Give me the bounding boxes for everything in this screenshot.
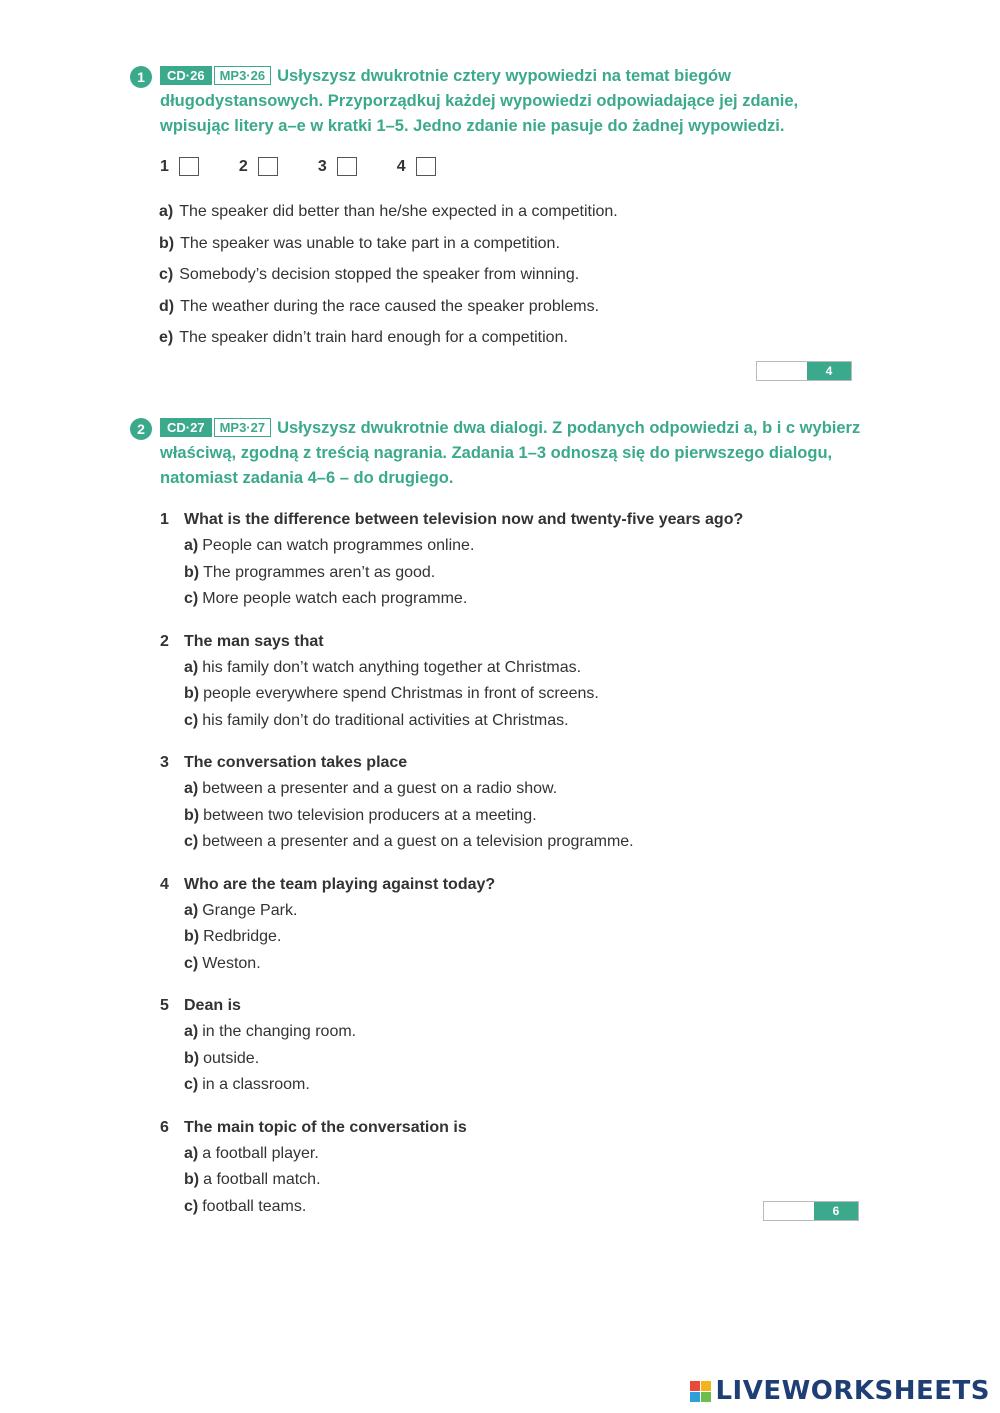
answer-box-number: 1 [160, 157, 169, 175]
option-text: The weather during the race caused the speaker problems. [180, 297, 600, 315]
option-text: People can watch programmes online. [202, 537, 475, 554]
max-points: 4 [807, 362, 851, 380]
score-input[interactable] [757, 362, 807, 380]
options-list [159, 196, 870, 354]
option-letter: b) [184, 928, 200, 945]
score-box [763, 1201, 859, 1221]
option-text: his family don’t watch anything together at Christmas. [202, 658, 582, 676]
mp3-track-tag: MP3·27 [214, 418, 272, 437]
question-text: The main topic of the conversation is [184, 1118, 467, 1136]
option-text: The speaker was unable to take part in a competition. [180, 234, 560, 252]
answer-box[interactable] [179, 157, 199, 176]
option-text: in the changing room. [202, 1023, 357, 1040]
answer-option[interactable] [160, 829, 870, 856]
option-text: people everywhere spend Christmas in front of screens. [203, 685, 599, 702]
answer-option[interactable] [160, 924, 870, 951]
option-text: The programmes aren’t as good. [203, 563, 436, 581]
exercise-2 [130, 416, 870, 1235]
option-text: More people watch each programme. [202, 590, 468, 607]
option-text: a football match. [203, 1171, 321, 1188]
option-letter: b) [184, 685, 200, 702]
option-text: Weston. [202, 954, 261, 972]
option-letter: b) [184, 563, 200, 581]
answer-box[interactable] [337, 157, 357, 176]
option-letter: b) [159, 234, 175, 252]
option-text: between two television producers at a meeting. [203, 806, 537, 824]
option-item [159, 322, 870, 354]
answer-box[interactable] [258, 157, 278, 176]
questions-list [160, 506, 870, 1220]
answer-option[interactable] [160, 1167, 870, 1194]
option-letter: c) [184, 711, 199, 729]
question-number: 6 [160, 1118, 169, 1136]
question-stem [160, 628, 870, 655]
answer-box-number: 4 [396, 157, 406, 175]
exercise-1 [130, 64, 870, 354]
exercise-1-header [130, 64, 870, 139]
liveworksheets-logo[interactable] [690, 1376, 990, 1406]
answer-option[interactable] [160, 1019, 870, 1046]
logo-square [701, 1392, 711, 1402]
question-stem [160, 1114, 870, 1141]
answer-option[interactable] [160, 708, 870, 735]
max-points: 6 [814, 1202, 858, 1220]
option-letter: c) [184, 954, 199, 972]
question-stem [160, 749, 870, 776]
question-number: 5 [160, 997, 169, 1014]
answer-box-item [160, 157, 199, 176]
cd-track-tag: CD·26 [160, 66, 212, 85]
option-letter: a) [184, 1144, 199, 1162]
answer-box-number: 3 [317, 157, 327, 175]
option-letter: b) [184, 1049, 200, 1067]
answer-option[interactable] [160, 1046, 870, 1073]
option-letter: c) [184, 833, 199, 850]
exercise-instruction [160, 416, 870, 491]
logo-icon [690, 1381, 711, 1402]
option-letter: c) [184, 1076, 199, 1093]
option-letter: b) [184, 806, 200, 824]
logo-square [690, 1392, 700, 1402]
question-item [160, 506, 870, 613]
answer-option[interactable] [160, 1141, 870, 1168]
answer-option[interactable] [160, 655, 870, 682]
score-box [756, 361, 852, 381]
option-item [159, 291, 870, 323]
question-text: Dean is [184, 997, 241, 1014]
answer-option[interactable] [160, 681, 870, 708]
question-number: 3 [160, 754, 169, 771]
instruction-text: Usłyszysz dwukrotnie cztery wypowiedzi na temat biegów długodystansowych. Przyporządkuj każdej wypowiedzi odpowiadające jej zdanie, wpisując litery a–e w kratki 1–5. Jedno zdanie nie pasuje do żadnej wypowiedzi. [160, 67, 799, 135]
option-text: between a presenter and a guest on a television programme. [202, 833, 634, 850]
option-letter: c) [184, 1197, 199, 1215]
option-item [159, 259, 870, 291]
question-number: 2 [160, 632, 169, 650]
cd-track-tag: CD·27 [160, 418, 212, 437]
option-text: football teams. [202, 1197, 307, 1215]
answer-option[interactable] [160, 533, 870, 560]
answer-box-item [318, 157, 357, 176]
answer-boxes-row [160, 157, 870, 176]
answer-option[interactable] [160, 898, 870, 925]
option-letter: a) [159, 203, 174, 220]
option-item [159, 228, 870, 260]
option-text: Grange Park. [202, 901, 298, 919]
question-text: Who are the team playing against today? [184, 875, 496, 893]
instruction-text: Usłyszysz dwukrotnie dwa dialogi. Z podanych odpowiedzi a, b i c wybierz właściwą, zgodną z treścią nagrania. Zadania 1–3 odnoszą się do pierwszego dialogu, natomiast zadania 4–6 – do drugiego. [160, 419, 861, 487]
option-letter: a) [184, 901, 199, 919]
logo-text: LIVEWORKSHEETS [715, 1376, 990, 1406]
answer-box[interactable] [416, 157, 436, 176]
option-text: The speaker did better than he/she expected in a competition. [179, 203, 618, 220]
answer-option[interactable] [160, 586, 870, 613]
question-number: 4 [160, 875, 169, 893]
mp3-track-tag: MP3·26 [214, 66, 272, 85]
option-text: outside. [203, 1049, 260, 1067]
question-item [160, 749, 870, 856]
option-letter: a) [184, 1023, 199, 1040]
question-stem [160, 871, 870, 898]
option-letter: b) [184, 1171, 200, 1188]
option-text: Redbridge. [203, 928, 282, 945]
answer-box-number: 2 [238, 157, 248, 175]
question-text: The conversation takes place [184, 754, 408, 771]
exercise-number-badge: 1 [130, 66, 152, 88]
option-text: his family don’t do traditional activities at Christmas. [202, 711, 569, 729]
option-text: a football player. [202, 1144, 319, 1162]
question-item [160, 871, 870, 978]
answer-option[interactable] [160, 560, 870, 587]
question-item [160, 628, 870, 735]
question-text: The man says that [184, 632, 324, 650]
logo-square [701, 1381, 711, 1391]
logo-square [690, 1381, 700, 1391]
option-item [159, 196, 870, 228]
option-letter: e) [159, 329, 174, 346]
option-text: The speaker didn’t train hard enough for a competition. [179, 329, 568, 346]
option-letter: c) [159, 266, 174, 283]
answer-option[interactable] [160, 776, 870, 803]
option-letter: a) [184, 658, 199, 676]
answer-box-item [397, 157, 436, 176]
question-text: What is the difference between television now and twenty-five years ago? [184, 511, 744, 528]
option-text: in a classroom. [202, 1076, 310, 1093]
option-letter: a) [184, 537, 199, 554]
question-stem [160, 506, 870, 533]
exercise-number-badge: 2 [130, 418, 152, 440]
answer-box-item [239, 157, 278, 176]
exercise-instruction [160, 64, 870, 139]
question-stem [160, 992, 870, 1019]
option-letter: c) [184, 590, 199, 607]
answer-option[interactable] [160, 803, 870, 830]
answer-option[interactable] [160, 951, 870, 978]
option-text: Somebody’s decision stopped the speaker from winning. [179, 266, 580, 283]
question-number: 1 [160, 511, 169, 528]
option-text: between a presenter and a guest on a radio show. [202, 780, 558, 797]
score-input[interactable] [764, 1202, 814, 1220]
answer-option[interactable] [160, 1072, 870, 1099]
option-letter: d) [159, 297, 175, 315]
option-letter: a) [184, 780, 199, 797]
question-item [160, 992, 870, 1099]
exercise-2-header [130, 416, 870, 491]
